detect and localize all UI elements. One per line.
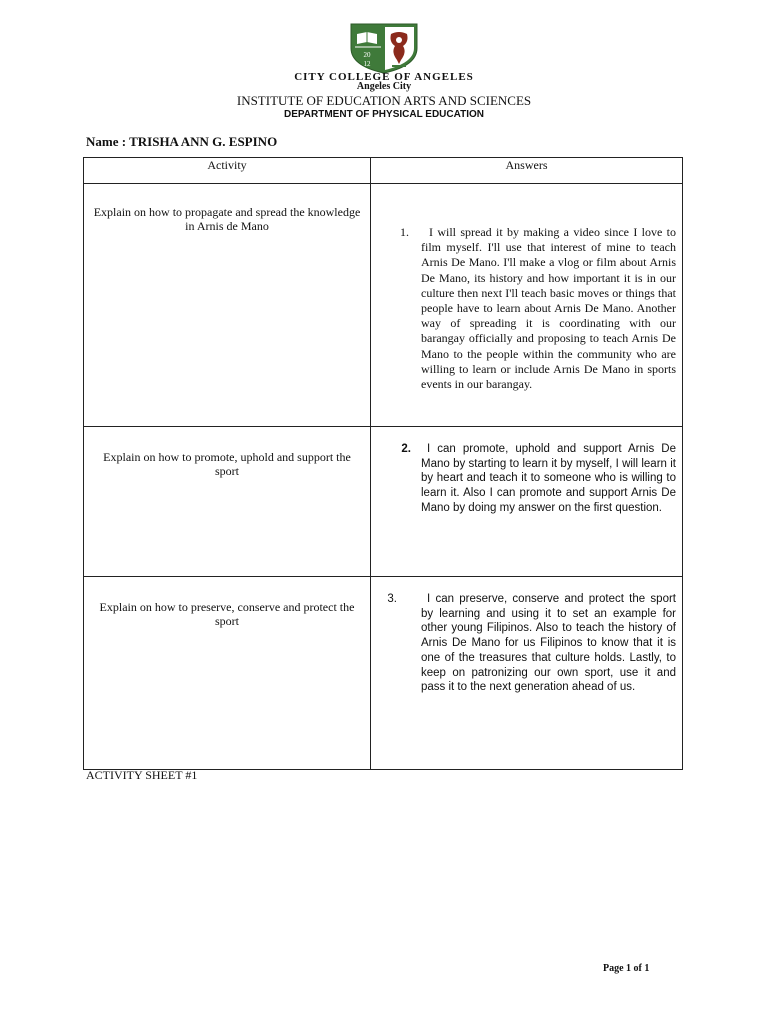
table-row: [84, 577, 683, 770]
answer-cell: [371, 427, 683, 577]
activity-text: Explain on how to promote, uphold and support the sport: [103, 450, 351, 478]
college-city: Angeles City: [356, 81, 412, 92]
activity-cell: [84, 184, 371, 427]
department-title: DEPARTMENT OF PHYSICAL EDUCATION: [283, 109, 484, 120]
answer-number: 1.: [400, 225, 409, 239]
svg-text:12: 12: [363, 60, 371, 68]
page-number: Page 1 of 1: [603, 963, 650, 974]
name-label: Name :: [86, 134, 127, 149]
answer-cell: [371, 184, 683, 427]
activity-sheet-label: ACTIVITY SHEET #1: [86, 768, 198, 782]
college-name: CITY COLLEGE OF ANGELES: [294, 71, 474, 83]
activity-cell: [84, 577, 371, 770]
answer-block: [371, 577, 682, 695]
column-header-answers: Answers: [371, 158, 683, 184]
activity-text: Explain on how to preserve, conserve and protect the sport: [99, 600, 355, 628]
answer-block: [371, 427, 682, 516]
answer-text: I will spread it by making a video since I love to film myself. I'll use that interest of mine to teach Arnis De Mano. I'll make a vlog or film about Arnis De Mano, its history and how important it is in our culture then next I'll teach basic moves or things that people have to learn about Arnis De Mano. Another way of spreading it is coordinating with our barangay officially and proposing to teach Arnis De Mano to the people within the community who are willing to learn or include Arnis De Mano in sports events in our barangay.: [421, 225, 676, 392]
activity-table: [83, 157, 683, 770]
table-row: [84, 184, 683, 427]
institute-title: INSTITUTE OF EDUCATION ARTS AND SCIENCES: [236, 93, 532, 108]
activity-cell: [84, 427, 371, 577]
answer-cell: [371, 577, 683, 770]
svg-text:20: 20: [363, 51, 371, 59]
activity-text: Explain on how to propagate and spread the knowledge in Arnis de Mano: [93, 205, 361, 233]
answer-number: 3.: [387, 593, 397, 605]
answer-block: [371, 184, 682, 392]
answer-text: I can promote, uphold and support Arnis De Mano by starting to learn it by myself, I will learn it by heart and teach it to someone who is willing to learn it. Also I can promote and support Arnis De Mano by doing my answer on the first question.: [421, 443, 676, 514]
college-seal-logo: [347, 22, 421, 74]
student-name-line: [86, 134, 277, 150]
student-name: TRISHA ANN G. ESPINO: [129, 134, 278, 149]
answer-number: 2.: [401, 443, 411, 455]
answer-text: I can preserve, conserve and protect the sport by learning and using it to set an example for other young Filipinos. Also to teach the history of Arnis De Mano for us Filipinos to know that it is one of the treasures that culture holds. Lastly, to keep on patronizing our own sport, use it and pass it to the next generation ahead of us.: [421, 593, 676, 694]
table-header-row: [84, 158, 683, 184]
table-row: [84, 427, 683, 577]
column-header-activity: Activity: [84, 158, 371, 184]
